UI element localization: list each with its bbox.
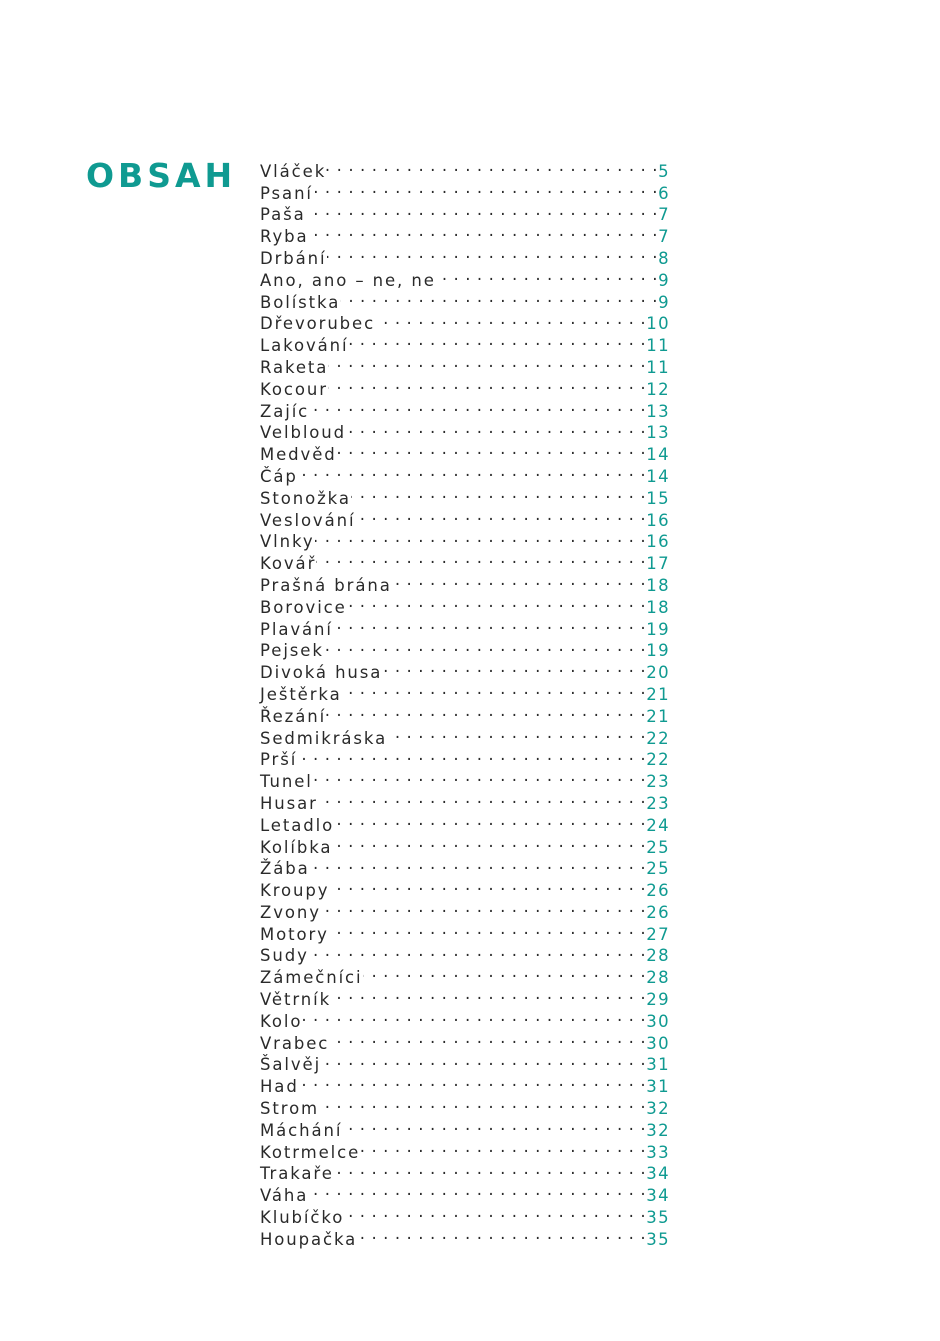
toc-entry-title: Kroupy: [260, 881, 330, 901]
toc-dot-leader: [327, 242, 659, 264]
toc-entry: [260, 569, 670, 595]
toc-entry-title: Divoká husa: [260, 663, 383, 683]
toc-entry-page-number: 26: [646, 881, 670, 901]
toc-entry-title: Sudy: [260, 946, 309, 966]
toc-entry: [260, 1049, 670, 1075]
toc-entry-title: Houpačka: [260, 1229, 358, 1249]
toc-entry-title: Raketa: [260, 357, 329, 377]
toc-entry-page-number: 16: [646, 510, 670, 530]
toc-entry-page-number: 24: [646, 815, 670, 835]
toc-entry: [260, 1027, 670, 1053]
toc-entry-page-number: 20: [646, 663, 670, 683]
toc-entry: [260, 1092, 670, 1119]
toc-entry: [260, 874, 670, 901]
toc-entry-page-number: 21: [646, 684, 670, 704]
toc-entry-title: Čáp: [260, 466, 298, 486]
toc-entry: [260, 482, 670, 508]
toc-entry-title: Šalvěj: [260, 1055, 322, 1075]
toc-entry-title: Zámečníci: [260, 968, 363, 988]
toc-entry: [260, 961, 670, 988]
toc-dot-leader: [355, 504, 646, 526]
toc-entry-page-number: 29: [646, 990, 670, 1010]
toc-entry-title: Vrabec: [260, 1033, 330, 1053]
toc-dot-leader: [351, 482, 646, 504]
toc-entry: [260, 417, 670, 443]
toc-dot-leader: [326, 155, 658, 177]
toc-entry-page-number: 18: [646, 575, 670, 595]
table-of-contents: [260, 155, 670, 1249]
toc-entry: [260, 1179, 670, 1206]
toc-entry: [260, 853, 670, 879]
toc-entry-page-number: 11: [646, 357, 670, 377]
toc-entry-title: Větrník: [260, 990, 332, 1010]
toc-dot-leader: [319, 1092, 646, 1114]
toc-entry: [260, 787, 670, 813]
toc-dot-leader: [332, 831, 646, 853]
toc-dot-leader: [346, 417, 646, 439]
toc-dot-leader: [328, 373, 646, 395]
toc-dot-leader: [347, 591, 647, 613]
toc-entry-page-number: 6: [658, 183, 670, 203]
toc-entry-title: Bolístka: [260, 292, 341, 312]
toc-entry-title: Vláček: [260, 161, 327, 181]
toc-entry-title: Kolo: [260, 1011, 303, 1031]
toc-entry-title: Žába: [260, 859, 310, 879]
toc-entry-page-number: 35: [646, 1208, 670, 1228]
toc-entry-title: Kolíbka: [260, 837, 333, 857]
toc-entry-page-number: 14: [646, 466, 670, 486]
toc-entry-page-number: 32: [646, 1099, 670, 1119]
toc-entry-page-number: 30: [646, 1011, 670, 1031]
toc-entry: [260, 896, 670, 922]
toc-dot-leader: [328, 351, 646, 373]
toc-dot-leader: [297, 744, 646, 766]
toc-entry: [260, 1070, 670, 1097]
toc-entry: [260, 395, 670, 421]
toc-entry: [260, 526, 670, 552]
toc-entry-page-number: 11: [646, 336, 670, 356]
toc-entry-page-number: 28: [646, 968, 670, 988]
toc-dot-leader: [337, 438, 647, 460]
toc-entry: [260, 918, 670, 944]
toc-entry-page-number: 30: [646, 1033, 670, 1053]
toc-dot-leader: [436, 264, 658, 286]
toc-entry-page-number: 31: [646, 1055, 670, 1075]
toc-entry: [260, 460, 670, 486]
toc-entry-title: Husar: [260, 793, 318, 813]
toc-dot-leader: [348, 329, 646, 351]
toc-entry-title: Kotrmelce: [260, 1142, 361, 1162]
toc-entry-page-number: 9: [658, 292, 670, 312]
toc-entry-title: Sedmikráska: [260, 728, 388, 748]
toc-dot-leader: [324, 635, 646, 657]
toc-entry: [260, 1201, 670, 1228]
toc-entry-page-number: 31: [646, 1077, 670, 1097]
toc-entry-page-number: 18: [646, 597, 670, 617]
toc-entry-title: Řezání: [260, 706, 327, 726]
toc-entry-page-number: 22: [646, 728, 670, 748]
toc-entry-page-number: 27: [646, 924, 670, 944]
toc-entry: [260, 809, 670, 835]
toc-dot-leader: [302, 1005, 646, 1027]
toc-dot-leader: [313, 177, 658, 199]
toc-entry-page-number: 8: [658, 248, 670, 268]
toc-entry-page-number: 12: [646, 379, 670, 399]
toc-dot-leader: [315, 526, 647, 548]
toc-dot-leader: [310, 853, 647, 875]
toc-dot-leader: [344, 1201, 646, 1223]
toc-entry-page-number: 13: [646, 423, 670, 443]
toc-entry-title: Trakaře: [260, 1164, 334, 1184]
toc-entry-title: Had: [260, 1077, 299, 1097]
toc-dot-leader: [331, 983, 646, 1005]
toc-entry: [260, 547, 670, 574]
toc-dot-leader: [334, 1158, 646, 1180]
toc-entry-title: Paša: [260, 205, 306, 225]
toc-entry-title: Dřevorubec: [260, 314, 376, 334]
toc-entry-title: Medvěd: [260, 445, 337, 465]
toc-entry: [260, 765, 670, 792]
toc-dot-leader: [392, 569, 647, 591]
toc-entry: [260, 220, 670, 247]
toc-dot-leader: [299, 1070, 647, 1092]
toc-dot-leader: [333, 613, 646, 635]
toc-entry-title: Vlnky: [260, 532, 315, 552]
toc-dot-leader: [329, 874, 646, 896]
toc-entry-title: Ano, ano – ne, ne: [260, 270, 436, 290]
toc-entry-page-number: 19: [646, 641, 670, 661]
toc-entry-page-number: 34: [646, 1186, 670, 1206]
toc-dot-leader: [313, 765, 646, 787]
toc-entry-page-number: 26: [646, 902, 670, 922]
toc-entry-title: Prašná brána: [260, 575, 392, 595]
toc-dot-leader: [329, 918, 646, 940]
toc-entry-title: Zajíc: [260, 401, 310, 421]
toc-entry-page-number: 35: [646, 1229, 670, 1249]
toc-dot-leader: [321, 1049, 646, 1071]
toc-entry-page-number: 19: [646, 619, 670, 639]
toc-entry-page-number: 5: [658, 161, 670, 181]
toc-dot-leader: [357, 1223, 646, 1245]
toc-dot-leader: [387, 722, 646, 744]
toc-entry-title: Letadlo: [260, 815, 335, 835]
toc-dot-leader: [306, 199, 658, 221]
toc-dot-leader: [340, 286, 658, 308]
toc-entry-title: Kocour: [260, 379, 328, 399]
toc-entry-page-number: 15: [646, 488, 670, 508]
toc-entry-title: Tunel: [260, 772, 313, 792]
toc-entry: [260, 1114, 670, 1140]
toc-dot-leader: [309, 940, 646, 962]
toc-dot-leader: [318, 787, 646, 809]
toc-entry-page-number: 22: [646, 750, 670, 770]
toc-dot-leader: [375, 308, 646, 330]
toc-entry-page-number: 32: [646, 1120, 670, 1140]
toc-entry-title: Klubíčko: [260, 1208, 345, 1228]
toc-entry-title: Motory: [260, 924, 329, 944]
toc-entry-page-number: 14: [646, 445, 670, 465]
toc-entry: [260, 177, 670, 203]
toc-entry-page-number: 25: [646, 837, 670, 857]
toc-entry-page-number: 16: [646, 532, 670, 552]
toc-dot-leader: [298, 460, 646, 482]
toc-dot-leader: [360, 1136, 646, 1158]
toc-entry-title: Máchání: [260, 1120, 343, 1140]
toc-dot-leader: [321, 896, 646, 918]
toc-entry-title: Kovář: [260, 554, 317, 574]
toc-entry-title: Váha: [260, 1186, 309, 1206]
toc-entry-page-number: 25: [646, 859, 670, 879]
toc-entry-title: Drbání: [260, 248, 327, 268]
toc-entry-title: Ryba: [260, 227, 309, 247]
toc-dot-leader: [334, 809, 646, 831]
toc-entry-title: Pejsek: [260, 641, 324, 661]
toc-dot-leader: [309, 220, 659, 242]
toc-entry-page-number: 23: [646, 772, 670, 792]
toc-entry-title: Strom: [260, 1099, 320, 1119]
toc-entry-page-number: 10: [646, 314, 670, 334]
toc-entry-title: Plavání: [260, 619, 333, 639]
contents-heading: OBSAH: [86, 156, 237, 195]
toc-entry: [260, 744, 670, 770]
toc-entry: [260, 155, 670, 181]
toc-entry-title: Velbloud: [260, 423, 347, 443]
toc-dot-leader: [382, 656, 646, 678]
toc-dot-leader: [326, 700, 646, 722]
toc-entry-title: Veslování: [260, 510, 356, 530]
toc-entry-title: Ještěrka: [260, 684, 342, 704]
toc-entry-page-number: 7: [658, 227, 670, 247]
toc-dot-leader: [316, 547, 646, 569]
toc-entry: [260, 199, 670, 225]
toc-entry-title: Zvony: [260, 902, 321, 922]
toc-dot-leader: [309, 395, 646, 417]
toc-entry-page-number: 28: [646, 946, 670, 966]
toc-entry-page-number: 9: [658, 270, 670, 290]
toc-entry-title: Psaní: [260, 183, 313, 203]
toc-entry-page-number: 33: [646, 1142, 670, 1162]
toc-entry-page-number: 17: [646, 554, 670, 574]
toc-entry-page-number: 23: [646, 793, 670, 813]
toc-entry-title: Prší: [260, 750, 298, 770]
toc-entry-page-number: 21: [646, 706, 670, 726]
toc-entry: [260, 242, 670, 268]
toc-dot-leader: [329, 1027, 646, 1049]
toc-dot-leader: [342, 678, 647, 700]
toc-entry: [260, 940, 670, 966]
toc-dot-leader: [308, 1179, 646, 1201]
toc-entry-title: Lakování: [260, 336, 349, 356]
toc-entry-page-number: 13: [646, 401, 670, 421]
toc-entry: [260, 1005, 670, 1031]
toc-entry-title: Borovice: [260, 597, 347, 617]
toc-dot-leader: [363, 961, 647, 983]
toc-entry-page-number: 34: [646, 1164, 670, 1184]
toc-entry-title: Stonožka: [260, 488, 351, 508]
toc-dot-leader: [342, 1114, 646, 1136]
toc-entry-page-number: 7: [658, 205, 670, 225]
